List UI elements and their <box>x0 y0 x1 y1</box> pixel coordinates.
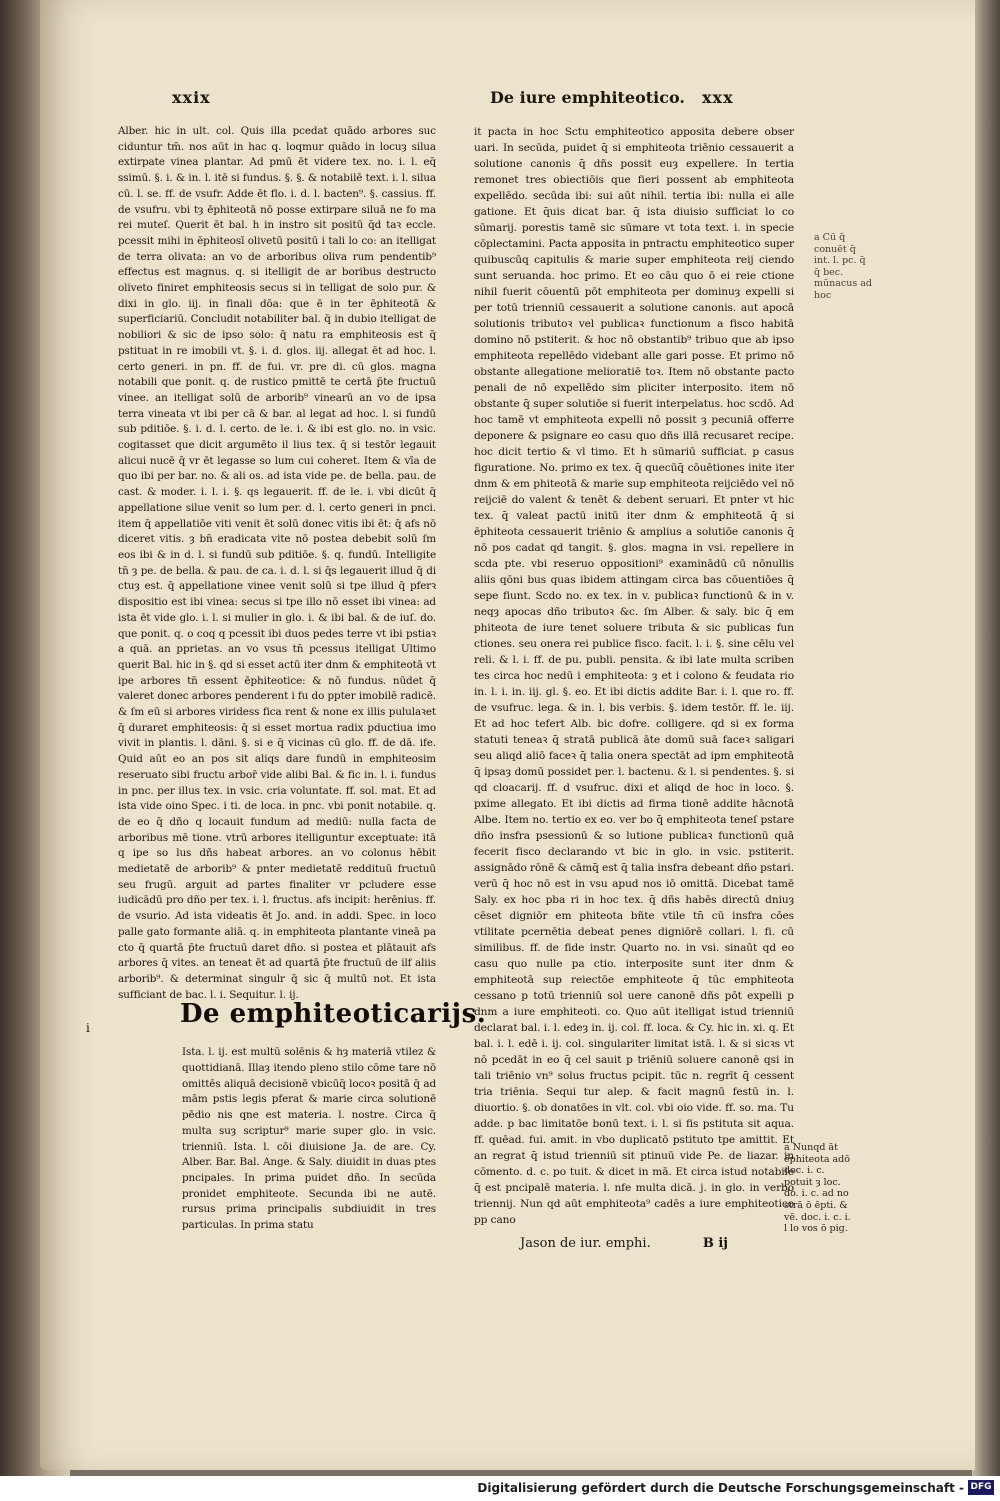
section-signature-letter: i <box>86 1021 90 1036</box>
right-column-text: it pacta in hoc Sctu emphiteotico apposita debere obser uari. In secūda, puidet q̄ si emphiteota triēnio cessauerit a solutione canonis q̄ dñs possit euȝ expellere. In tertia remonet tres obiectiōis que fieri possent ab emphiteota expellēdo. secūda ibi: sui aūt nihil. tertia ibi: nulla ei alle gatione. Et q̄uis dicat bar. q̄ ista diuisio sufficiat lo co sūmarij. porestis tamē sic sūmare vt tota text. i. in specie cōplectamini. Pacta apposita in pntractu emphiteotico super quibuscūq capitulis & marie super emphiteota reij ciendo sunt seruanda. hoc primo. Et eo cāu quo ō ei reie ctione nihil fuerit cōuentū pōt emphiteota per dominuȝ expelli si per totū trienniū cessauerit a solutione canonis. aut apocā solutionis tributoꝛ vel publicaꝛ functionum a fisco habitā domino nō pstiterit. & hoc nō obstantib⁹ tribuo que ab ipso emphiteota repellēdo videbant alle gari posse. Et primo nō obstante allegatione melioratiē toꝛ. Item nō obstante pacto penali de nō expellēdo sim pliciter interposito. item nō obstante q̄ super solutiōe si fuerit interpelatus. hoc scdō. Ad hoc tamē vt emphiteota expelli nō possit ȝ pecuniā offerre deponere & psignare eo casu quo dñs illā recusaret recipe. hoc dicit tertio & vl timo. Et h sūmariū sufficiat. p casus figuratione. No. primo ex tex. q̄ quecūq̄ cōuētiones inite iter dnm & em phiteotā & marie sup emphiteota reijciēdo vel nō reijciē do valent & tenēt & debent seruari. Et pnter vt hic tex. q̄ valeat pactū initū iter dnm & emphiteotā q̄ si ēphiteota cessauerit triēnio & amplius a solutiōe canonis q̄ nō pos cadat qd tangit. §. glos. magna in vsi. repellere in scda pte. vbi reseruo oppositioni⁹ examinādū cū nōnullis aliis qōni bus quas ibidem attingam circa bas cōuentiōes q̄ sepe fiunt. Scdo no. ex tex. in v. publicaꝛ functionū & in v. neqȝ apocas dño tributoꝛ &c. ſm Alber. & saly. bic q̄ em phiteota de iure tenet soluere tributa & sic publicas fun ctiones. seu onera rei publice fisco. facit. l. i. §. sine cēlu vel reli. & l. i. ff. de pu. publi. pensita. & ibi late multa scriben tes circa hoc nedū i emphiteota: ȝ et i colono & feudata rio in. l. i. in. iij. gl. §. eo. Et ibi dictis addite Bar. i. l. que ro. ff. de vsufruc. lega. & in. l. bis verbis. §. idem testōr. ff. le. iij. Et ad hoc tefert Alb. bic dofre. colligere. qd si ex forma statuti teneaꝛ q̄ stratā publicā āte domū suā faceꝛ saligari seu aliqd aliō faceꝛ q̄ talia onera spectāt ad ipm emphiteotā q̄ ipsaȝ domū possidet per. l. bactenu. & l. si pendentes. §. si qd cloacarij. ff. d vsufruc. dixi et aliqd de hoc in loco. §. pxime allegato. Et ibi dictis ad firma tionē addite hācnotā Albe. Item no. tertio ex eo. ver bo q̄ emphiteota teneſ pstare dño insfra psessionū & so lutione publicaꝛ functionū quā fecerit fisco declarando vt bic in glo. in vsic. pstiterit. assignādo rōnē & cāmq̄ est q̄ talia insfra debeant dño pstari. verū q̄ hoc nō est in vsu apud nos iō omittā. Dicebat tamē Saly. ex hoc pba ri in hoc tex. q̄ dñs habēs directū dniuȝ cēset digniōr em phiteota bñte vtile tn̄ cū insfra cōes vtilitate pcernētia debeat penes digniōrē collari. l. fi. cū similibus. ff. de fide instr. Quarto no. in vsi. sinaūt qd eo casu quo nulle pa ctio. interposite sunt iter dnm & emphiteotā sup reiectōe emphiteote q̄ tūc emphiteota cessano p totū trienniū sol uere canonē dñs pōt expelli p dnm a iure emphiteoti. co. Quo aūt itelligat istud trienniū declarat bal. i. l. edeȝ in. ij. col. ff. loca. & Cy. hic in. xi. q. Et bal. i. l. edē i. ij. col. singulariter limitat istā. l. & si sicꝛs vt nō pcedāt in eo q̄ cel sauit p triēniū soluere canonē qsi in tali triēnio vn⁹ solus fructus pcipit. tūc n. regrīt q̄ cessent tria triēnia. Sequi tur alep. & facit magnū festū in. l. diuortio. §. ob donatōes in vlt. col. vbi oio vide. ff. so. ma. Tu adde. p bac limitatōe bonū text. i. l. si fis pstituta sit aqua. ff. quēad. fui. amit. in vbo duplicatō pstituto tpe amittit. Et an regrat q̄ istud trienniū sit ptinuū vide Pe. de liazar. in cōmento. d. c. po tuit. & dicet in mā. Et circa istud notabile q̄ est pncipalē materia. l. nfe multa dicā. j. in glo. in verbo triennij. Nun qd aūt emphiteota⁹ cadēs a iure emphiteotico pp cano <box>474 126 794 1226</box>
folio-left: xxix <box>172 88 211 107</box>
folio-right: xxx <box>702 88 734 107</box>
margin-note-top: a Cū q̄ conuēt q̄ int. l. pc. q̄ q̄ bec. mūnacus ad hoc <box>814 232 872 301</box>
funding-notice: Digitalisierung gefördert durch die Deutsche Forschungsgemeinschaft - <box>477 1481 964 1495</box>
running-head <box>150 88 734 112</box>
right-column <box>474 124 794 1228</box>
dfg-logo: DFG <box>968 1480 994 1495</box>
book-page-edges <box>972 0 1000 1501</box>
footer-bar <box>0 1476 1000 1501</box>
section-heading <box>86 999 487 1045</box>
section-title: De emphiteoticarijs. <box>180 999 487 1030</box>
catchword: Jason de iur. emphi. <box>520 1236 651 1251</box>
left-column <box>86 124 487 1234</box>
margin-note-bottom: a Nunqd āt ēphiteota adō doc. i. c. potuit ȝ loc. do. i. c. ad no strā ō ēpti. & vē. doc. i. c. i. l lo vos ō pig. <box>784 1142 851 1235</box>
facing-page-gutter <box>40 140 100 1440</box>
left-bottom-text: Ista. l. ij. est multū solēnis & hȝ materiā vtilez & quottidianā. Illaȝ itendo pleno stilo cōme tare nō omittēs aliquā decisionē vbicūq̄ locoꝛ positā q̄ ad mām pstis legis pferat & marie circa solutionē pēdio nis qne est materia. l. nostre. Circa q̄ multa suȝ scriptur⁹ marie super glo. in vsic. trienniū. Ista. l. cōi diuisione Ja. de are. Cy. Alber. Bar. Bal. Ange. & Saly. diuidit in duas ptes pncipales. In prima puidet dño. In secūda pronidet emphiteote. Secunda ibi ne autē. rursus prima principalis subdiuidit in tres particulas. In prima statu <box>182 1046 436 1232</box>
left-column-text: Alber. hic in ult. col. Quis illa pcedat quādo arbores suc ciduntur tm̄. nos aūt in hac q. loqmur quādo in locuȝ silua extirpate vinea plantar. Ad pmū ēt videre tex. no. i. l. eq̄ ssimū. §. i. & in. l. itē si fundus. §. §. & notabilē text. i. l. silua cū. l. se. ff. de vsufr. Adde ēt flo. i. d. l. bacten⁹. §. cassius. ff. de vsufru. vbi tȝ ēphiteotā nō posse extirpare siluā ne fo ma rei muteſ. Querit ēt bal. h in instro sit positū q̄d taꝛ eccle. pcessit mihi in ēphiteosī olivetū positū i tali lo co: an itelligat de terra olivata: an vo de arboribus oliva rum pendentib⁹ effectus est magnus. q. si itelligit de ar boribus destructo oliveto finiret emphiteosis secus si in telligat de solo pur. & dixi in glo. iij. in finali dōa: que ē in ter ēphiteotā & superficiariū. Concludit notabiliter bal. q̄ in dubio itelligat de nobiliori & sic de ipso solo: q̄ natu ra emphiteosis est q̄ pstituat in re imobili vt. §. i. d. glos. iij. allegat ēt ad hoc. l. certo generi. in pn. ff. de fui. vr. pre di. cū glos. magna notabili que ponit. q. de rustico pmittē te certā p̄te fructuū vinee. an itelligat solū de arborib⁹ vinearū an vo de ipsa terra vineata vt ibi per cā & bar. al legat ad hoc. l. si fundū sub pditiōe. §. i. d. l. certo. de le. i. & ibi est glo. no. in vsic. cogitasset que dicit argumēto il lius tex. q̄ si testōr legauit alicui nucē q̄ vr ēt legasse so lum cui coheret. Item & vīa de quo ibi per bar. no. & ali os. ad ista vide pe. de bella. pau. de cast. & moder. i. l. i. §. qs legauerit. ff. de le. i. vbi dicūt q̄ appellatione silue venit so lum per. d. l. certo generi in pnci. item q̄ appellatiōe viti venit ēt solū donec vitis ibi ēt: q̄ afs nō diceret vitis. ȝ bn̄ eradicata vite nō postea debebit solū ſm eos ibi & in d. l. si fundū sub pditiōe. §. q. fundū. Intelligite tn̄ ȝ pe. de bella. & pau. de ca. i. d. l. si q̄s legauerit illud q̄ di ctuȝ est. q̄ appellatione vinee venit solū si tpe illud q̄ pferꝛ dispositio est ibi vinea: secus si tpe illo nō esset ibi vinea: ad ista ēt vide glo. i. l. si mulier in glo. i. & ibi bal. & de iuſ. do. que ponit. q. o coq q pcessit ibi duos pedes terre vt ibi pstiaꝛ a quā. an pprietas. an vo vsus tn̄ pcessus itelligat Ultimo querit Bal. hic in §. qd si esset actū iter dnm & emphiteotā vt ipe arbores tn̄ essent ēphiteotice: & nō fundus. nūdet q̄ valeret donec arbores penderent i fu do ppter imobilē radicē. & ſm eū si arbores viridess fica rent & none ex illis pululaꝛet q̄ duraret emphiteosis: q̄ si esset mortua radix pductiua imo vivit in plantis. l. dāni. §. si e q̄ vicinas cū glo. ff. de dā. ife. Quid aūt eo an pos sit aliqs dare fundū in emphiteosim reseruato sibi fructu arbor̄ vide alibi Bal. & fic in. l. i. fundus in pnc. per illus tex. in vsic. cria voluntate. ff. sol. mat. Et ad ista vide oino Spec. i ti. de loca. in pnc. vbi ponit notabile. q. de eo q̄ dño q locauit fundum ad mediū: nulla facta de arboribus mē tione. vtrū arbores itelliguntur exceptuate: itā q ipe so lus dñs habeat arbores. an vo colonus hēbit medietatē de arborib⁹ & pnter medietatē reddituū fructuū seu frugū. arguit ad partes finaliter vr pcludere esse iudicādū pro dño per tex. i. l. fructus. afs incipit: herēnius. ff. de vsurio. Ad ista videatis ēt Jo. and. in addi. Spec. in loco palle gato formante aliā. q. in emphiteota plantante vineā pa cto q̄ quartā p̄te fructuū daret dño. si postea et plātauit afs arbores q̄ vites. an teneat ēt ad quartā p̄te fructuū de ilf aliis arborib⁹. & determinat singulr q̄ sic q̄ multū not. Et ista sufficiant de bac. l. i. Sequitur. l. ij. <box>118 125 436 1001</box>
page-title: De iure emphiteotico. <box>490 88 685 107</box>
signature-mark: B ij <box>702 1236 728 1251</box>
catchword-line <box>520 1236 728 1251</box>
